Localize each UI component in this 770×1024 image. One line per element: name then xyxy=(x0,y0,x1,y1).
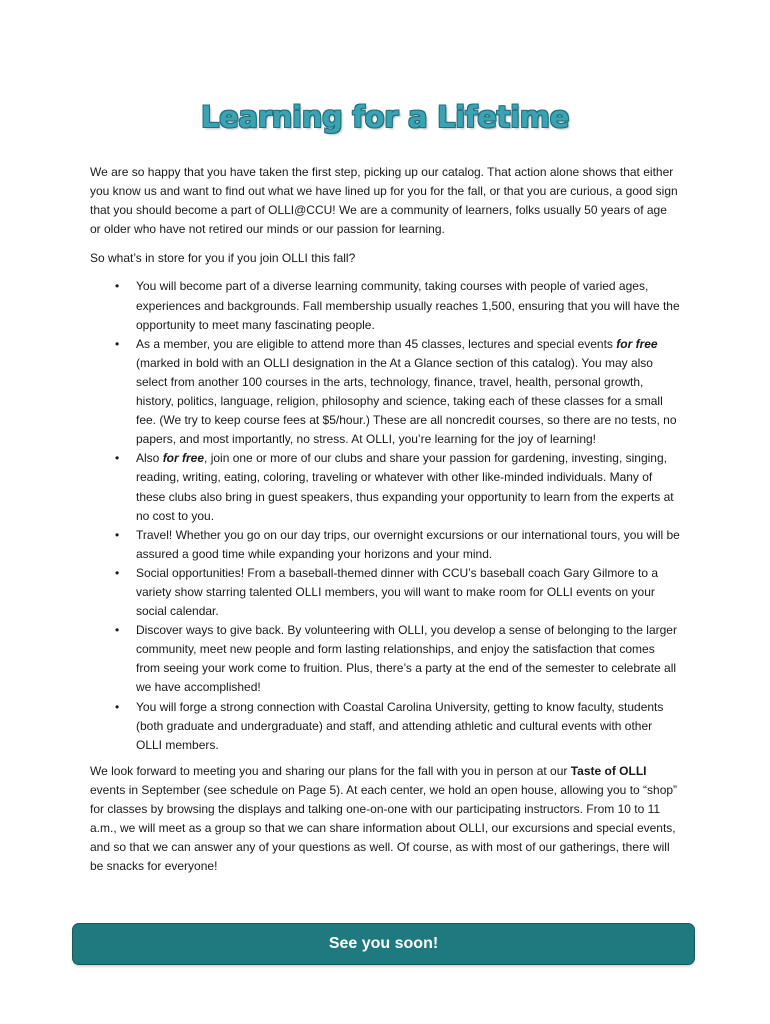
list-item-text: You will forge a strong connection with Coastal Carolina University, getting to know faculty, students (both graduate and undergraduate) and staff, and attending athletic and cultural events with other OLLI members. xyxy=(136,699,664,752)
bullet-icon: • xyxy=(115,699,120,714)
list-item xyxy=(115,277,680,334)
list-item-text: As a member, you are eligible to attend more than 45 classes, lectures and special events xyxy=(136,336,617,351)
question-paragraph: So what’s in store for you if you join OLLI this fall? xyxy=(90,250,356,265)
list-item-text: Discover ways to give back. By volunteering with OLLI, you develop a sense of belonging to the larger community, meet new people and form lasting relationships, and enjoy the satisfaction that comes from seeing your work come to fruition. Plus, there’s a party at the end of the semester to celebrate all we have accomplished! xyxy=(136,623,677,695)
list-item xyxy=(115,449,680,525)
benefits-list xyxy=(90,277,680,754)
bullet-icon: • xyxy=(115,451,120,466)
list-item-text: Also xyxy=(136,451,163,466)
article-body xyxy=(90,163,680,886)
emphasis-text: for free xyxy=(616,336,658,351)
closing-text: We look forward to meeting you and sharing our plans for the fall with you in person at our xyxy=(90,763,571,778)
list-item xyxy=(115,526,680,564)
list-item-text: , join one or more of our clubs and share your passion for gardening, investing, singing, reading, writing, eating, coloring, traveling or whatever with other like-minded individuals. Many of these clubs also bring in guest speakers, thus expanding your opportunity to learn from the experts at no cost to you. xyxy=(136,451,674,523)
list-item xyxy=(115,698,680,755)
list-item xyxy=(115,564,680,621)
bullet-icon: • xyxy=(115,527,120,542)
closing-paragraph xyxy=(90,762,680,877)
page-title: Learning for a Lifetime xyxy=(200,100,570,134)
closing-text: events in September (see schedule on Page 5). At each center, we hold an open house, allowing you to “shop” for classes by browsing the displays and talking one-on-one with our participating instructors. From 10 to 11 a.m., we will meet as a group so that we can share information about OLLI, our excursions and special events, and so that we can answer any of your questions as well. Of course, as with most of our gatherings, there will be snacks for everyone! xyxy=(90,782,678,874)
bullet-icon: • xyxy=(115,279,120,294)
list-item-text: You will become part of a diverse learning community, taking courses with people of varied ages, experiences and backgrounds. Fall membership usually reaches 1,500, ensuring that you will have the opportunity to meet many fascinating people. xyxy=(136,279,680,332)
intro-paragraph: We are so happy that you have taken the first step, picking up our catalog. That action alone shows that either you know us and want to find out what we have lined up for you for the fall, or that you are curious, a good sign that you should become a part of OLLI@CCU! We are a community of learners, folks usually 50 years of age or older who have not retired our minds or our passion for learning. xyxy=(90,165,678,237)
list-item-text: Travel! Whether you go on our day trips, our overnight excursions or our international tours, you will be assured a good time while expanding your horizons and your mind. xyxy=(136,527,680,561)
bullet-icon: • xyxy=(115,336,120,351)
list-item-text: Social opportunities! From a baseball-themed dinner with CCU’s baseball coach Gary Gilmore to a variety show starring talented OLLI members, you will want to make room for OLLI events on your social calendar. xyxy=(136,565,659,619)
emphasis-text: for free xyxy=(162,451,205,466)
bullet-icon: • xyxy=(115,565,120,580)
list-item xyxy=(115,621,680,697)
bullet-icon: • xyxy=(115,623,120,638)
event-name: Taste of OLLI xyxy=(570,763,647,778)
see-you-soon-banner xyxy=(73,924,694,964)
list-item-text: (marked in bold with an OLLI designation in the At a Glance section of this catalog). You may also select from another 100 courses in the arts, technology, finance, travel, health, personal growth, history, politics, language, religion, philosophy and science, taking each of these classes for a small fee. (We try to keep course fees at $5/hour.) These are all noncredit courses, so there are no tests, no papers, and most importantly, no stress. At OLLI, you’re learning for the joy of learning! xyxy=(136,355,677,447)
list-item xyxy=(115,335,680,450)
banner-text: See you soon! xyxy=(328,935,439,952)
